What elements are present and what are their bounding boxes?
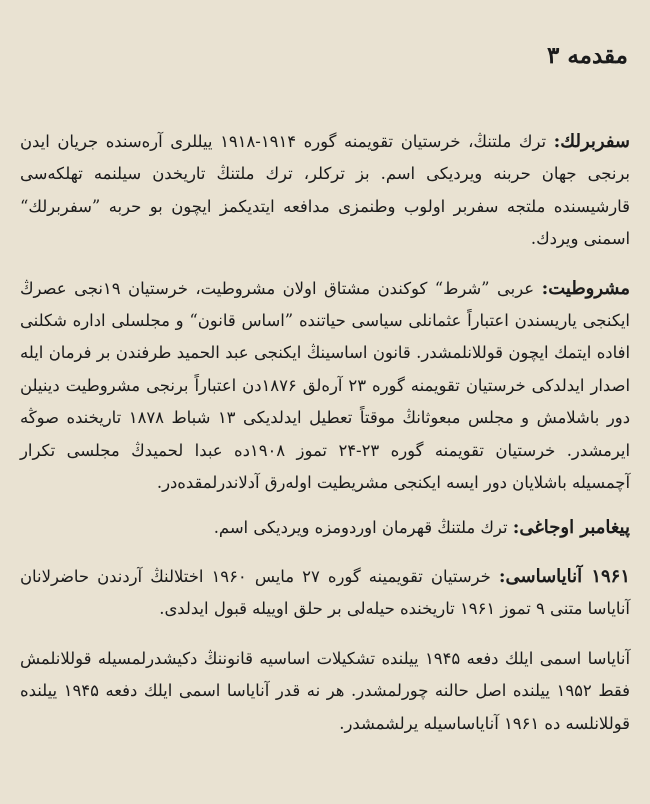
paragraph-peygamber-ocagi [20,512,630,544]
paragraph-seferberlik [20,126,630,256]
paragraph-mesrutiyet [20,273,630,500]
paragraph-1961-anayasasi [20,561,630,626]
term-mesrutiyet: مشروطيت: [541,277,630,299]
definition-seferberlik: ترك ملتنڭ، خرستيان تقويمنه گوره ۱۹۱۴-۱۹۱۸ ييللرى آره‌سنده جريان ايدن برنجى جهان حربنه ويرديكى اسم. بز تركلر، ترك ملتنڭ تاريخدن سيلنمه تهلكه‌سى قارشيسنده ملتجه سفربر اولوب وطنمزى مدافعه ايتديكمز ايچون بو حربه ”سفربرلك“ اسمنى ويردك. [20,132,630,249]
term-peygamber-ocagi: پيغامبر اوجاغى: [512,517,630,539]
term-1961-anayasasi: ۱۹۶۱ آناياساسى: [498,565,630,587]
definition-1961-anayasasi: خرستيان تقويمينه گوره ۲۷ مايس ۱۹۶۰ اختلالنڭ آردندن حاضرلانان آناياسا متنى ۹ تموز ۱۹۶۱ تاريخنده حيله‌لى بر حلق اوييله قبول ايدلدى. [20,566,630,619]
term-seferberlik: سفربرلك: [553,131,631,152]
paragraph-anayasa-name [20,643,630,740]
definition-peygamber-ocagi: ترك ملتنڭ قهرمان اوردومزه ويرديكى اسم. [213,518,513,538]
body-text-anayasa-name: آناياسا اسمى ايلك دفعه ۱۹۴۵ ييلنده تشكيلات اساسيه قانوننڭ دكيشدرلمسيله قوللانلمش فقط ۱۹۵۲ ييلنده اصل حالنه چورلمشدر. هر نه قدر آناياسا اسمى ايلك دفعه ۱۹۴۵ ييلنده قوللانلسه ده ۱۹۶۱ آناياساسيله يرلشمشدر. [20,648,631,733]
definition-mesrutiyet: عربى ”شرط“ كوكندن مشتاق اولان مشروطيت، خرستيان ۱۹نجى عصرڭ ايكنجى ياريسندن اعتباراً عثمانلى سياسى حياتنده ”اساس قانون“ و مجلسلى اداره شكلنى افاده ايتمك ايچون قوللانلمشدر. قانون اساسينڭ ايكنجى عبد الحميد طرفندن بر فرمان ايله اصدار ايدلدكى خرستيان تقويمنه گوره ۲۳ آره‌لق ۱۸۷۶دن اعتباراً برنجى مشروطيت دينيلن دور باشلامش و مجلس مبعوثانڭ موقتاً تعطيل ايدلديكى ۱۳ شباط ۱۸۷۸ تاريخنده صوڭه ايرمشدر. خرستيان تقويمنه گوره ۲۳-۲۴ تموز ۱۹۰۸دە عبدا لحميدڭ مجلسى تكرار آچمسيله باشلايان دور ايسه ايكنجى مشريطيت اولەرق آدلاندرلمقده‌در. [20,278,630,493]
chapter-heading: مقدمه ۳ [546,42,628,69]
